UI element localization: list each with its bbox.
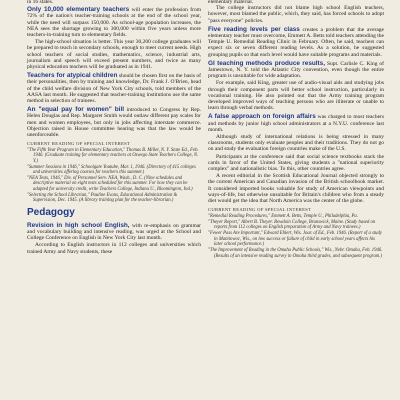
citation-text: "NEA Tests, 1946," Div. of Personnel Serv. NEA, Wash., D. C. (Nine schedules and descriptive material on eight tests scheduled for this summer. For how they can be adapted for university credit, write Teachers College, Indiana U., Bloomington, Ind.) — [27, 176, 193, 192]
left-column — [27, 0, 201, 255]
equal-pay-headline: An "equal pay for women" bill — [27, 106, 125, 114]
teacher-shortage-body: will enter the profession from 72% of the nation's teacher-training schools at the end of the school year, while the need will surpass 150,000. As school-age population increases, the NEA sees the shortage growing to 300,000 within five years unless more teachers-in-training turn to elementary fields. — [27, 7, 201, 39]
teacher-shortage-paragraph — [27, 7, 201, 38]
citation — [27, 176, 201, 192]
citation — [208, 248, 384, 259]
college-instructors-paragraph — [208, 5, 384, 24]
fragment-text: in 16 states. — [27, 0, 54, 5]
textbooks-text: Participants at the conference said that social science textbooks stack the cards in favor of the United States, giving students a "national superiority complex" and nationalistic bias. To this, other countries agree. — [208, 153, 384, 173]
citation — [208, 231, 384, 247]
foreign-affairs-headline: A false approach on foreign affairs — [208, 113, 316, 121]
international-relations-paragraph — [208, 134, 384, 153]
citation — [208, 220, 384, 231]
fragment-text: elementary material. — [208, 0, 254, 5]
textbooks-paragraph — [208, 154, 384, 173]
citation-text: "The Fifth Year Program in Elementary Education," Thomas B. Miller, N. Y. State Ed., Feb. 1946. (Graduate training for elementary teachers at Oswego State Teachers College, N. Y.) — [27, 147, 199, 164]
english-revision-body: with re-emphasis on grammar and vocabulary building and intensive reading, was urged at the School and College Conference on English in New York City last month. — [27, 222, 201, 242]
atypical-paragraph — [27, 73, 201, 104]
king-example-paragraph — [208, 80, 384, 111]
foreign-affairs-paragraph — [208, 114, 384, 133]
reading-list-heading: CURRENT READING OF SPECIAL INTEREST — [208, 207, 312, 213]
scottish-editorial-text: A recent editorial in the Scottish Educational Journal objected strongly to the current American and Canadian invasion of the British schoolbook market. It considered imported books valuable for study of American viewpoints and ways-of-life, but otherwise unsuitable for Britain's children who from a steady diet would get the idea that North America was the center of the globe. — [208, 173, 384, 205]
king-example-text: For example, said King, greater use of audio-visual aids and studying jobs through their component parts will better school instruction, particularly in vocational training. He also pointed out that the Army training program developed improved ways of teaching persons who are illiterate or unable to learn through verbal methods. — [208, 80, 384, 112]
citation — [27, 148, 201, 164]
citation-text: "Remedial Reading Procedures," Emmett A. Betts, Temple U., Philadelphia, Pa. — [208, 213, 358, 219]
atypical-headline: Teachers for atypical children — [27, 72, 118, 80]
english-instructors-text: According to English instructors in 112 colleges and universities which trained Army and Navy students, these — [27, 242, 201, 255]
atypical-body: should be chosen first on the basis of their personalities, then by training and knowledge, Dr. Frank J. O'Brien, head of the child welfare division of New York City schools, told members of the AASA last month. He suggested that teacher-training institutions use the same method in selection of trainees. — [27, 73, 202, 105]
equal-pay-paragraph — [27, 107, 201, 138]
high-school-paragraph — [27, 39, 201, 70]
scottish-editorial-paragraph — [208, 173, 384, 204]
citation-text: "Selecting the School Librarian," Pauline Evans, Educational Administration & Supervision, Dec. 1945. (A library training plan for the teacher-librarian.) — [27, 192, 178, 204]
reading-list-heading: CURRENT READING OF SPECIAL INTEREST — [27, 141, 131, 147]
citation-text: "Theyer Report," Albert B. Theyer. Bowdoin College, Brunswick, Maine. (Study based on reports from 112 colleges on English preparation of Army and Navy trainees.) — [208, 219, 376, 231]
section-heading-pedagogy: Pedagogy — [27, 206, 75, 218]
equal-pay-body: introduced to Congress by Rep. Helen Douglas and Rep. Margaret Smith would outlaw different pay scales for men and women employees, but only in jobs affecting interstate commerce. Objection raised in House committee hearing was that the law would be unenforceable. — [27, 107, 201, 139]
citation-text: "Fewer Pass Are Important," Edward Ehlert, Wis. Jour. of Ed., Feb. 1946. (Report of a study in Manitowoc, Wis., on low success or failure of child in early school years affects his later school performance.) — [208, 231, 382, 248]
gi-methods-body: Supt. Carlisle C. King of Jamestown, N. Y. told the Atlantic City convention, even though the entire program is unsuitable for wide adaptation. — [208, 60, 384, 80]
teacher-shortage-headline: Only 10,000 elementary teachers — [27, 6, 130, 14]
reading-levels-body: creates a problem that the average elementary teacher must overcome, Emmett A. Betts told teachers attending the Temple U. Remedial Reading Clinic in February. Often, he said, teachers can expect six or seven different reading levels. As a solution, he suggested grouping pupils so that each level would have suitable programs and materials. — [208, 26, 384, 58]
high-school-text: The high-school situation is better. This year 30,200 college graduates will be prepared to teach in secondary schools, enough to meet current needs. High school teachers of social studies, mathematics, science, industrial arts, journalism and speech will exceed present numbers, and twice as many physical education teachers will be graduated as in 1941. — [27, 39, 201, 71]
citation — [208, 214, 384, 219]
fragment-paragraph — [27, 0, 201, 5]
gi-methods-paragraph — [208, 61, 384, 80]
reading-levels-paragraph — [208, 27, 384, 58]
foreign-affairs-body: was charged to most teachers and methods by junior high school administrators at a N.Y.U. conference last month. — [208, 114, 384, 133]
reading-levels-headline: Five reading levels per class — [208, 25, 300, 33]
english-revision-paragraph — [27, 223, 201, 242]
gi-methods-headline: GI teaching methods produce results, — [208, 59, 326, 67]
right-column — [208, 0, 384, 259]
citation — [27, 165, 201, 176]
college-instructors-text: The college instructors did not blame high school English teachers, however, most blamed the public, which, they said, has forced schools to adopt "pass everyone" policies. — [208, 5, 384, 24]
english-instructors-paragraph — [27, 242, 201, 254]
citation-text: "The Improvement of Reading in the Omaha Public Schools," Wis., Nebr. Omaha, Feb. 1946. (Results of an intensive reading survey in Omaha third grades, and subsequent program.) — [208, 248, 383, 259]
citation-text: "Summer Sessions in 1946," Schoolgate Youtube, Mar. 1, 1946. (Directory of 415 colleges and universities offering courses for teachers this summer.) — [27, 164, 196, 176]
english-revision-headline: Revision in high school English, — [27, 221, 130, 229]
citation — [27, 193, 201, 204]
international-relations-text: Although study of international relations is being stressed in many classrooms, students only evaluate peoples and their traditions. They do not go on and study the evaluation foreign countries make of the U.S. — [208, 134, 384, 153]
